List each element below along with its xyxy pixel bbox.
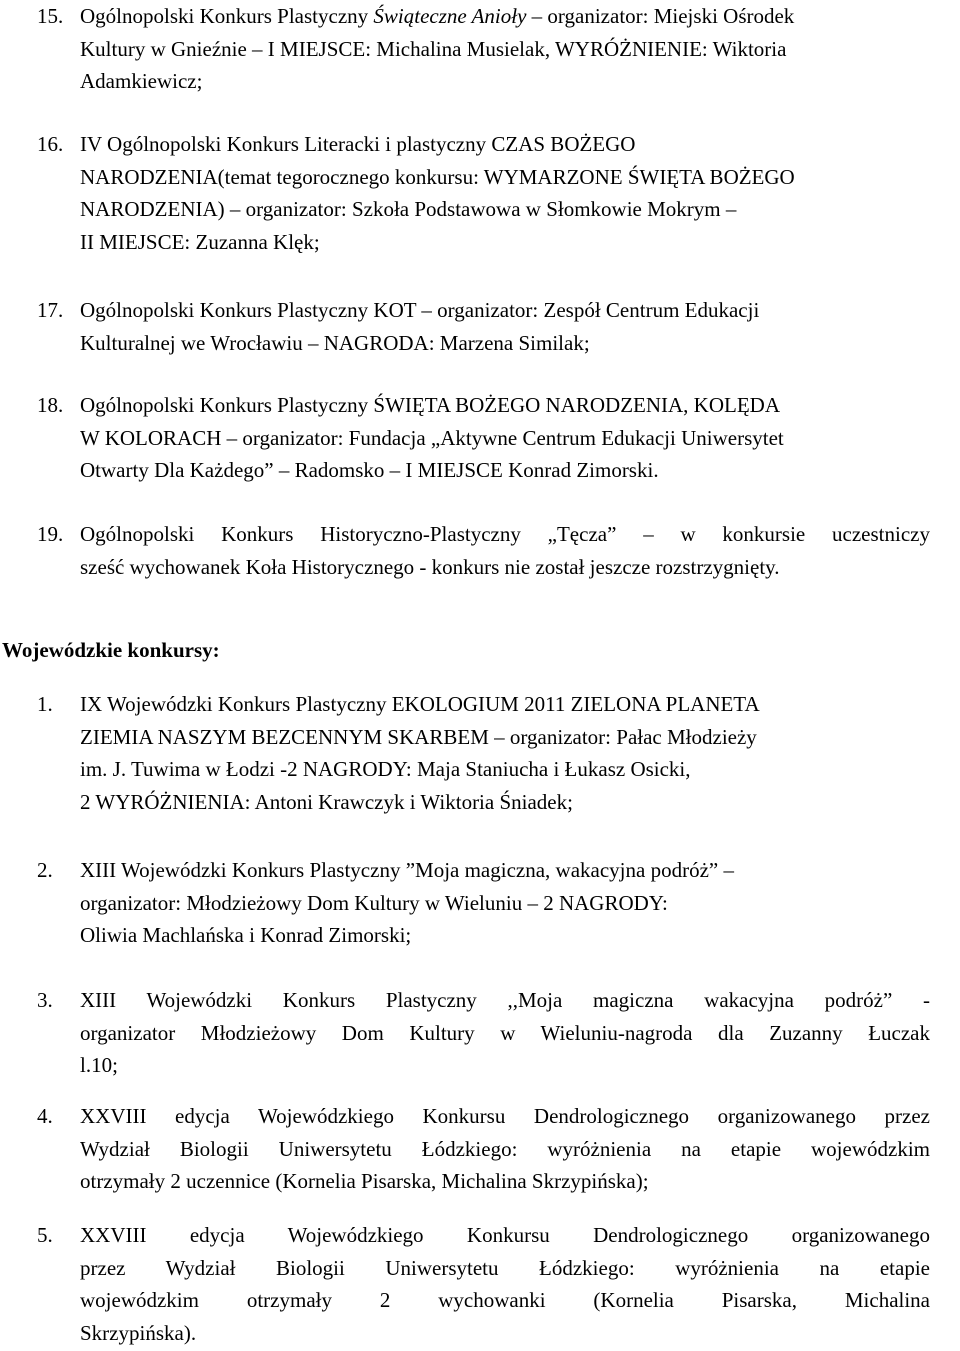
list-item-number: 3.: [37, 988, 53, 1012]
list-item-number: 19.: [37, 522, 64, 546]
list-item-line: W KOLORACH – organizator: Fundacja „Aktywne Centrum Edukacji Uniwersytet: [80, 425, 784, 450]
list-item-line: XIII Wojewódzki Konkurs Plastyczny ,,Moja magiczna wakacyjna podróż” -: [80, 988, 930, 1012]
list-item-line: im. J. Tuwima w Łodzi -2 NAGRODY: Maja Staniucha i Łukasz Osicki,: [80, 757, 691, 782]
list-item-line: wojewódzkim otrzymały 2 wychowanki (Kornelia Pisarska, Michalina: [80, 1288, 930, 1313]
list-item-19: [0, 518, 940, 583]
list-item-line: Kulturalnej we Wrocławiu – NAGRODA: Marzena Similak;: [80, 330, 590, 355]
list-item-line: ZIEMIA NASZYM BEZCENNYM SKARBEM – organizator: Pałac Młodzieży: [80, 724, 757, 749]
text-run: Ogólnopolski Konkurs Plastyczny: [80, 4, 374, 28]
list-item-line: Otwarty Dla Każdego” – Radomsko – I MIEJSCE Konrad Zimorski.: [80, 458, 659, 483]
list-item-number: 4.: [37, 1104, 53, 1128]
list-item-number: 1.: [37, 692, 53, 716]
list-item-line: Adamkiewicz;: [80, 69, 203, 94]
list-item-1: [0, 688, 940, 818]
list-item-line: Ogólnopolski Konkurs Plastyczny ŚWIĘTA BOŻEGO NARODZENIA, KOLĘDA: [80, 393, 781, 417]
list-item-line: IV Ogólnopolski Konkurs Literacki i plastyczny CZAS BOŻEGO: [80, 132, 636, 156]
list-item-line: 2 WYRÓŻNIENIA: Antoni Krawczyk i Wiktoria Śniadek;: [80, 789, 573, 814]
list-item-line: Ogólnopolski Konkurs Plastyczny KOT – organizator: Zespół Centrum Edukacji: [80, 298, 760, 322]
list-item-18: [0, 389, 940, 487]
list-item-15: [0, 0, 940, 98]
list-item-line: Ogólnopolski Konkurs Historyczno-Plastyczny „Tęcza” – w konkursie uczestniczy: [80, 522, 930, 546]
list-item-number: 5.: [37, 1223, 53, 1247]
list-item-line: XXVIII edycja Wojewódzkiego Konkursu Dendrologicznego organizowanego: [80, 1223, 930, 1247]
list-item-17: [0, 294, 940, 359]
list-item-line: Kultury w Gnieźnie – I MIEJSCE: Michalina Musielak, WYRÓŻNIENIE: Wiktoria: [80, 36, 787, 61]
section-heading: Wojewódzkie konkursy:: [2, 638, 220, 662]
list-item-2: [0, 854, 940, 952]
list-item-16: [0, 128, 940, 258]
list-item-number: 17.: [37, 298, 64, 322]
list-item-line: przez Wydział Biologii Uniwersytetu Łódzkiego: wyróżnienia na etapie: [80, 1255, 930, 1280]
list-item-line: NARODZENIA(temat tegorocznego konkursu: WYMARZONE ŚWIĘTA BOŻEGO: [80, 164, 795, 189]
list-item-line: organizator Młodzieżowy Dom Kultury w Wieluniu-nagroda dla Zuzanny Łuczak: [80, 1020, 930, 1045]
list-item-line: Wydział Biologii Uniwersytetu Łódzkiego: wyróżnienia na etapie wojewódzkim: [80, 1136, 930, 1161]
list-item-line: organizator: Młodzieżowy Dom Kultury w Wieluniu – 2 NAGRODY:: [80, 890, 668, 915]
competition-title-italic: Świąteczne Anioły: [373, 4, 527, 28]
list-item-number: 15.: [37, 4, 64, 28]
list-item-line: XIII Wojewódzki Konkurs Plastyczny ”Moja magiczna, wakacyjna podróż” –: [80, 858, 734, 882]
list-item-line: sześć wychowanek Koła Historycznego - konkurs nie został jeszcze rozstrzygnięty.: [80, 554, 780, 579]
list-item-line: l.10;: [80, 1053, 118, 1078]
list-item-5: [0, 1219, 940, 1349]
list-item-number: 18.: [37, 393, 64, 417]
list-item-3: [0, 984, 940, 1082]
text-run: – organizator: Miejski Ośrodek: [526, 4, 795, 28]
list-item-line: IX Wojewódzki Konkurs Plastyczny EKOLOGIUM 2011 ZIELONA PLANETA: [80, 692, 760, 716]
list-item-line: otrzymały 2 uczennice (Kornelia Pisarska, Michalina Skrzypińska);: [80, 1169, 649, 1194]
list-item-line: NARODZENIA) – organizator: Szkoła Podstawowa w Słomkowie Mokrym –: [80, 197, 737, 222]
list-item-line: XXVIII edycja Wojewódzkiego Konkursu Dendrologicznego organizowanego przez: [80, 1104, 930, 1128]
list-item-line: II MIEJSCE: Zuzanna Klęk;: [80, 229, 320, 254]
list-item-number: 16.: [37, 132, 64, 156]
list-item-line: Skrzypińska).: [80, 1320, 197, 1345]
list-item-number: 2.: [37, 858, 53, 882]
list-item-4: [0, 1100, 940, 1198]
list-item-line: [80, 0, 930, 33]
list-item-line: Oliwia Machlańska i Konrad Zimorski;: [80, 923, 412, 948]
